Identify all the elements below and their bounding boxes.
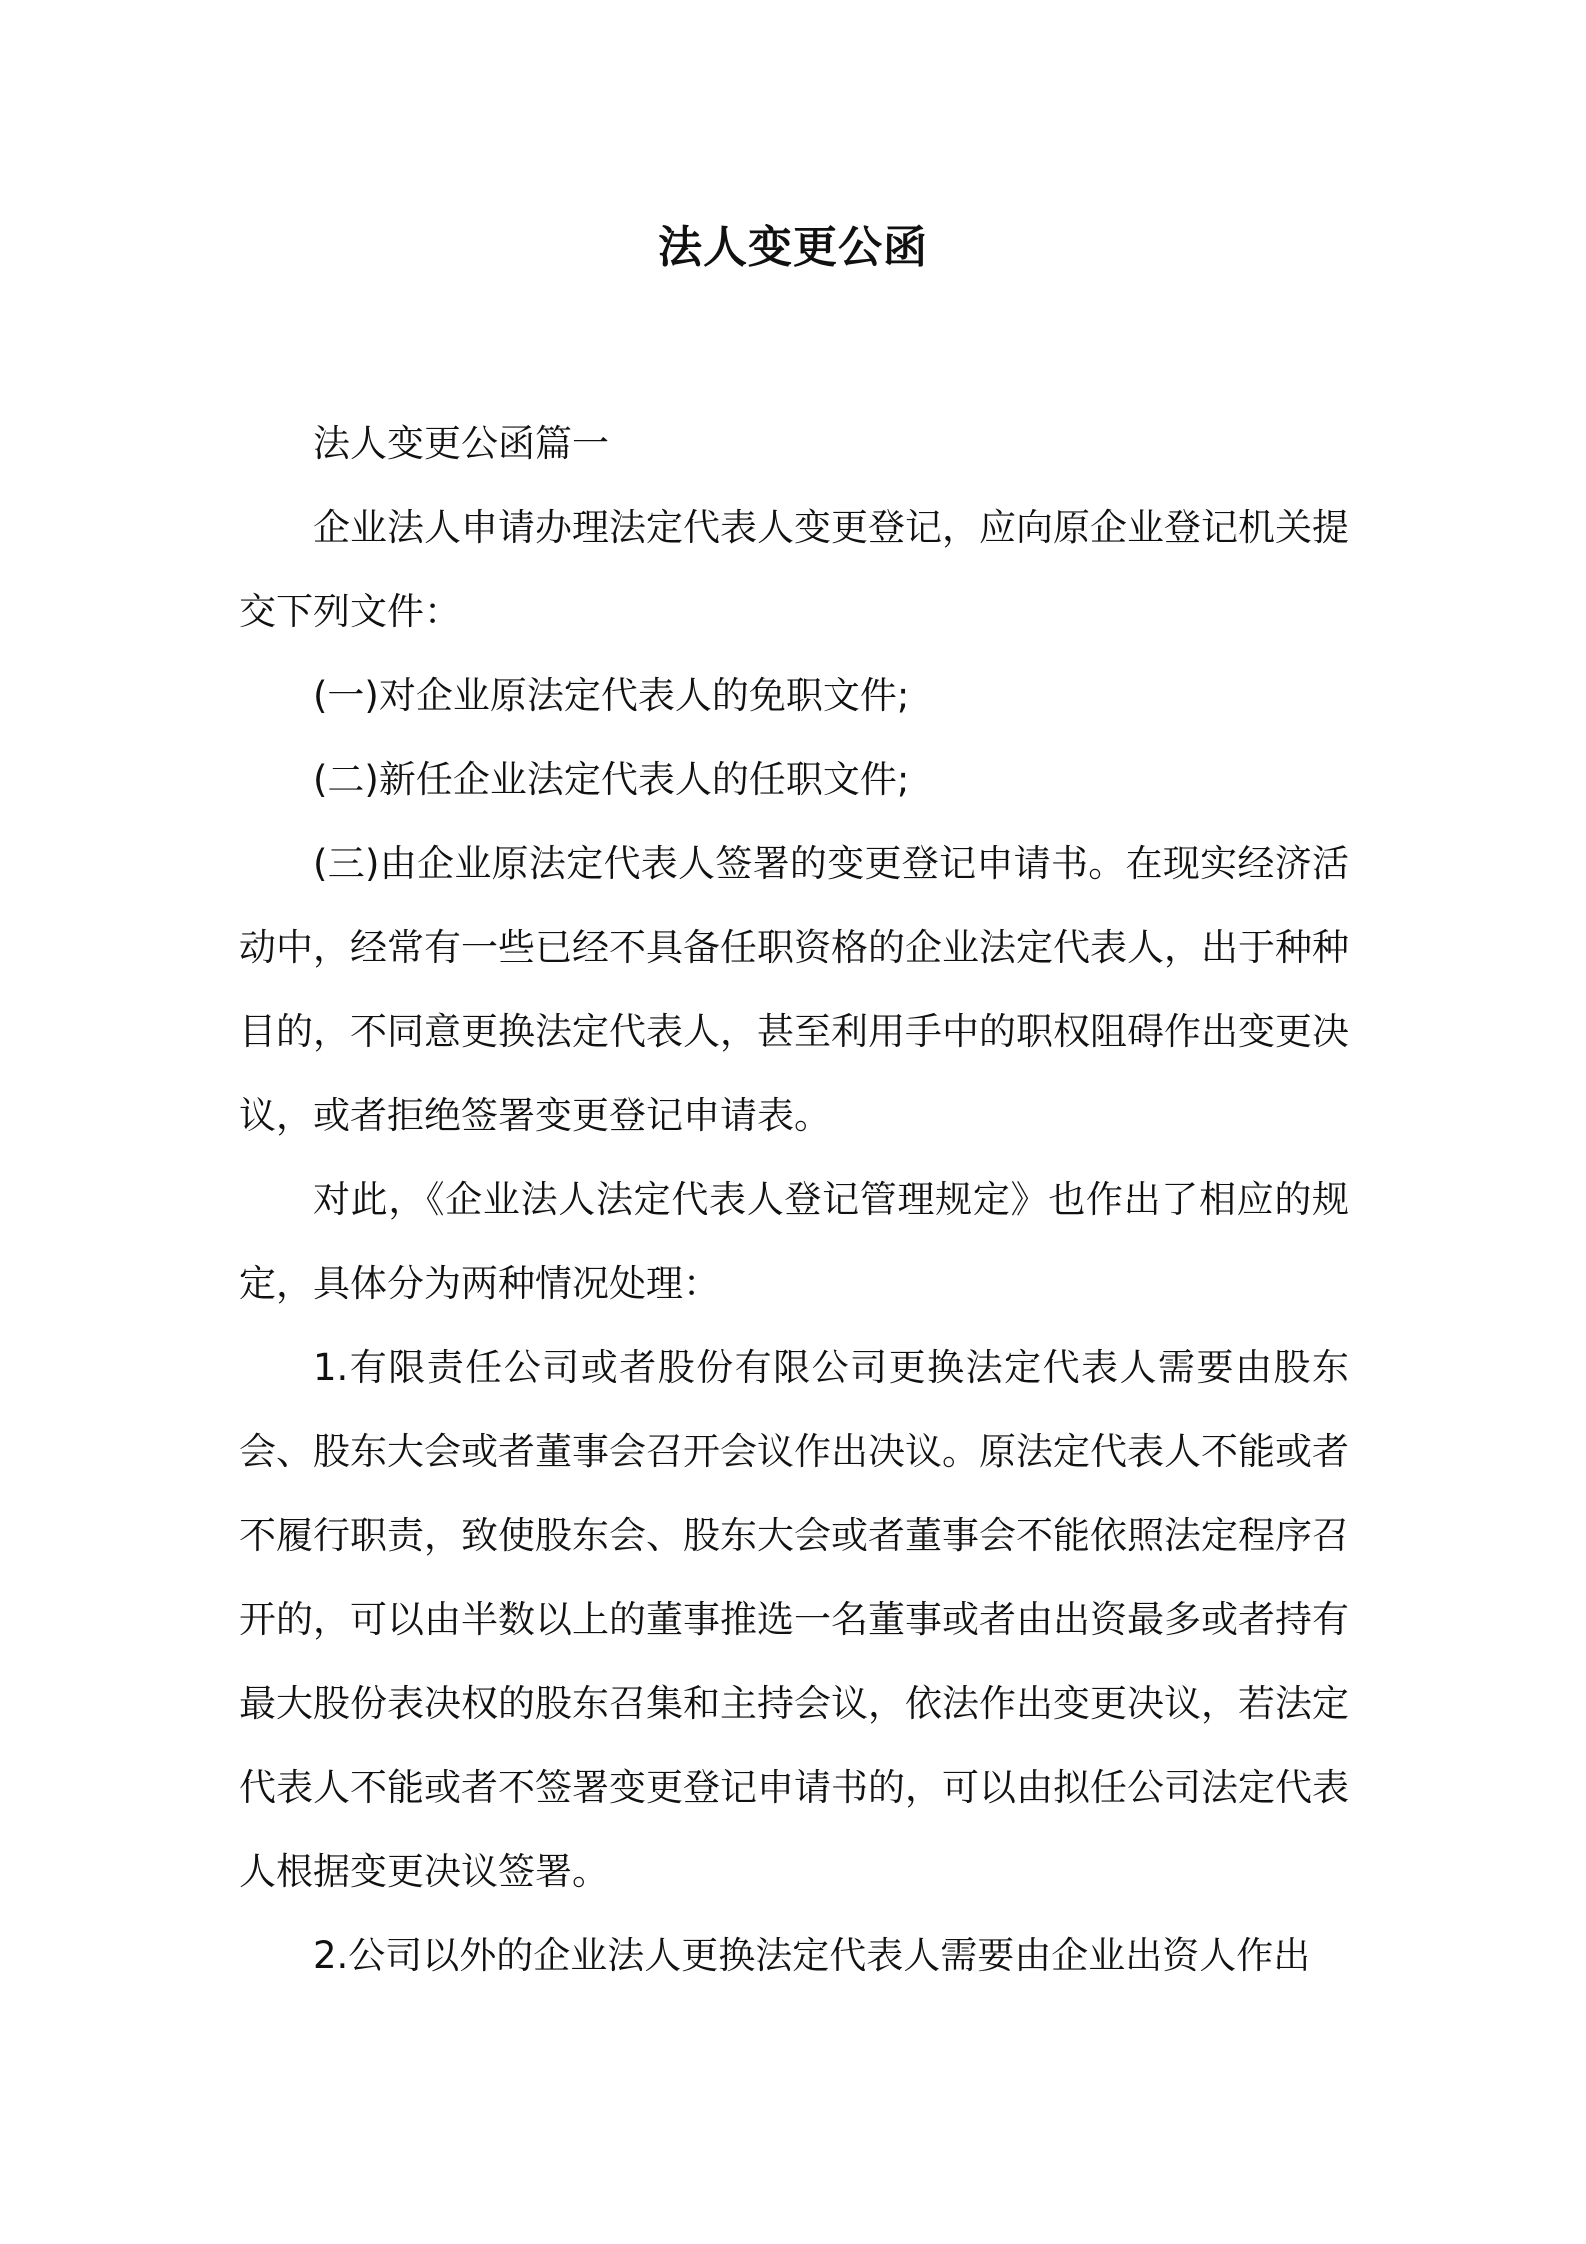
paragraph-item-1: (一)对企业原法定代表人的免职文件;: [313, 674, 910, 717]
paragraph-item-3: (三)由企业原法定代表人签署的变更登记申请书。在现实经济活动中，经常有一些已经不具备任职资格的企业法定代表人，出于种种目的，不同意更换法定代表人，甚至利用手中的职权阻碍作出变更决议，或者拒绝签署变更登记申请表。: [239, 842, 1349, 1137]
paragraph-case-2: 2.公司以外的企业法人更换法定代表人需要由企业出资人作出: [313, 1934, 1311, 1977]
section-heading: 法人变更公函篇一: [313, 422, 609, 465]
paragraph-regulation: 对此，《企业法人法定代表人登记管理规定》也作出了相应的规定，具体分为两种情况处理：: [239, 1178, 1349, 1305]
document-title: 法人变更公函: [658, 222, 928, 273]
document-body: [239, 402, 1349, 1998]
paragraph-intro: 企业法人申请办理法定代表人变更登记，应向原企业登记机关提交下列文件：: [239, 506, 1349, 633]
paragraph-case-1: 1.有限责任公司或者股份有限公司更换法定代表人需要由股东会、股东大会或者董事会召开会议作出决议。原法定代表人不能或者不履行职责，致使股东会、股东大会或者董事会不能依照法定程序召开的，可以由半数以上的董事推选一名董事或者由出资最多或者持有最大股份表决权的股东召集和主持会议，依法作出变更决议，若法定代表人不能或者不签署变更登记申请书的，可以由拟任公司法定代表人根据变更决议签署。: [239, 1346, 1349, 1893]
paragraph-item-2: (二)新任企业法定代表人的任职文件;: [313, 758, 910, 801]
